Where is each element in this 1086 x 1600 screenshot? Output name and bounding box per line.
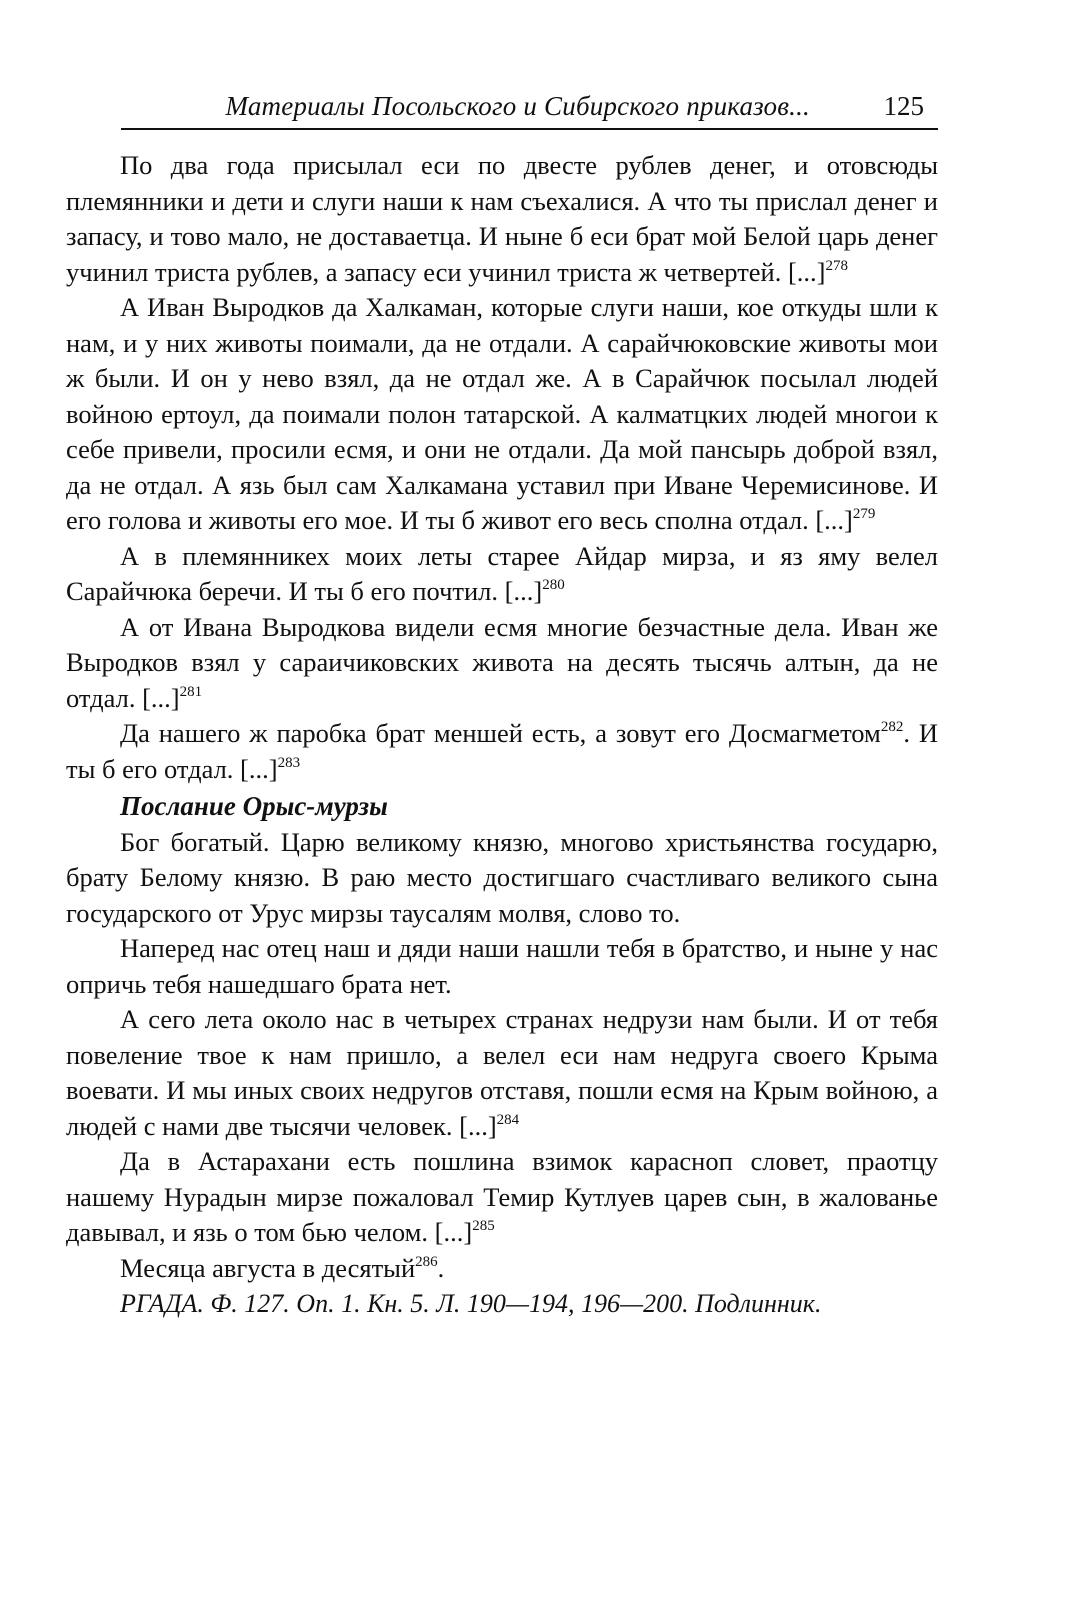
- paragraph-text: А сего лета около нас в четырех странах недрузи нам были. И от тебя повеление твое к нам пришло, а велел еси нам недруга своего Крыма воевати. И мы иных своих недругов отставя, пошли есмя на Крым войною, а людей с нами две тысячи человек. [...]: [66, 1004, 938, 1141]
- paragraph-text: Да нашего ж паробка брат меншей есть, а зовут его Досмагметом: [120, 718, 881, 748]
- paragraph: [66, 1002, 938, 1144]
- footnote-ref: 282: [880, 719, 904, 736]
- paragraph-text: Бог богатый. Царю великому князю, многово христьянства государю, брату Белому князю. В раю место достигшаго счастливаго великого сына государского от Урус мирзы таусалям молвя, слово то.: [66, 826, 938, 928]
- archive-reference: РГАДА. Ф. 127. Оп. 1. Кн. 5. Л. 190—194, 196—200. Подлинник.: [120, 1289, 822, 1318]
- paragraph: [66, 610, 938, 717]
- section-heading: Послание Орыс-мурзы: [120, 791, 388, 821]
- footnote-ref: 285: [472, 1218, 495, 1235]
- paragraph: [66, 290, 938, 539]
- paragraph-text: А в племянникех моих леты старее Айдар мирза, и яз яму велел Сарайчюка беречи. И ты б его почтил. [...]: [66, 540, 938, 606]
- paragraph: [66, 716, 938, 787]
- footnote-ref: 280: [542, 577, 565, 594]
- running-header: [121, 80, 938, 130]
- paragraph-text: . И ты б его отдал. [...]: [66, 718, 939, 784]
- paragraph-text: Да в Астарахани есть пошлина взимок карасноп словет, праотцу нашему Нурадын мирзе пожаловал Темир Кутлуев царев сын, в жалованье давывал, и язь о том бью челом. [...]: [66, 1146, 938, 1247]
- footnote-ref: 286: [415, 1253, 438, 1270]
- footnote-ref: 279: [852, 506, 876, 523]
- paragraph: [66, 825, 938, 932]
- document-page: [66, 80, 938, 1322]
- paragraph: [66, 931, 938, 1002]
- running-title: Материалы Посольского и Сибирского приказов...: [225, 91, 810, 121]
- paragraph: [66, 148, 938, 290]
- footnote-ref: 278: [825, 257, 849, 274]
- paragraph: [66, 539, 938, 610]
- footnote-ref: 281: [179, 683, 203, 700]
- footnote-ref: 283: [277, 754, 301, 771]
- page-number: 125: [883, 91, 924, 121]
- paragraph-text: А от Ивана Выродкова видели есмя многие безчастные дела. Иван же Выродков взял у сараичиковских живота на десять тысячь алтын, да не отдал. [...]: [66, 611, 938, 713]
- paragraph-text: А Иван Выродков да Халкаман, которые слуги наши, кое откуды шли к нам, и у них животы поимали, да не отдали. А сарайчюковские животы мои ж были. И он у нево взял, да не отдал же. А в Сарайчюк посылал людей войною ертоул, да поимали полон татарской. А калматцких людей многои к себе привели, просили есмя, и они не отдали. Да мой пансырь доброй взял, да не отдал. А язь был сам Халкамана уставил при Иване Черемисинове. И его голова и животы его мое. И ты б живот его весь сполна отдал. [...]: [66, 292, 938, 535]
- paragraph: [66, 1144, 938, 1251]
- paragraph: [66, 1251, 938, 1287]
- paragraph-text: По два года присылал еси по двесте рублев денег, и отовсюды племянники и дети и слуги наши к нам съехалися. А что ты прислал денег и запасу, и тово мало, не доставаетца. И ныне б еси брат мой Белой царь денег учинил триста рублев, а запасу еси учинил триста ж четвертей. [...]: [66, 150, 938, 287]
- paragraph-text: Месяца августа в десятый: [120, 1252, 416, 1283]
- paragraph-text: Наперед нас отец наш и дяди наши нашли тебя в братство, и ныне у нас опричь тебя нашедшаго брата нет.: [66, 933, 938, 999]
- footnote-ref: 284: [496, 1111, 520, 1128]
- paragraph-text: .: [437, 1252, 445, 1283]
